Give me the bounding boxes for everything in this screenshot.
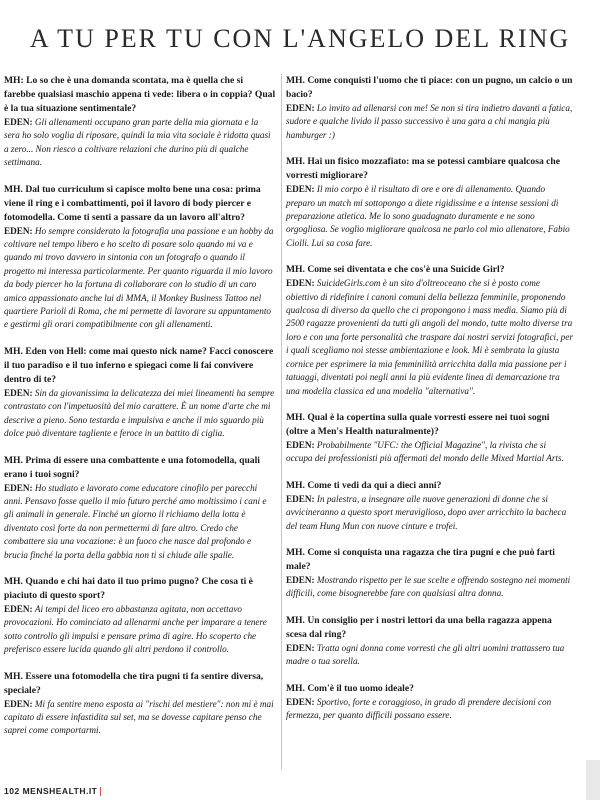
speaker-label: EDEN: [286, 184, 315, 195]
article-title: A TU PER TU CON L'ANGELO DEL RING [29, 24, 571, 53]
qa-block [286, 155, 574, 250]
question: MH. Come ti vedi da qui a dieci anni? [286, 479, 442, 491]
page-edge-shadow [586, 760, 600, 800]
answer [286, 102, 574, 142]
question: MH. Com'è il tuo uomo ideale? [286, 682, 414, 694]
question: MH. Come conquisti l'uomo che ti piace: con un pugno, un calcio o un bacio? [286, 75, 573, 100]
answer-text: Gli allenamenti occupano gran parte della mia giornata e la sera ho solo voglia di riposare, quindi la mia vita sociale è ridotta quasi a zero... Non riesco a coltivare relazioni che durino più di qualche settimana. [4, 117, 271, 168]
answer [4, 116, 276, 170]
question: MH: Lo so che è una domanda scontata, ma è quella che si farebbe qualsiasi maschio appena ti vede: libera o in coppia? Qual è la tua situazione sentimentale? [4, 75, 276, 114]
question: MH. Prima di essere una combattente e una fotomodella, quali erano i tuoi sogni? [4, 454, 260, 480]
qa-block [286, 74, 574, 142]
answer-text: Mostrando rispetto per le sue scelte e offrendo sostegno nei momenti difficili, come bisognerebbe fare con qualsiasi altra donna. [286, 574, 571, 599]
answer-text: Sportivo, forte e coraggioso, in grado di prendere decisioni con fermezza, per quanto difficili possano essere. [286, 696, 552, 720]
qa-block [286, 479, 574, 533]
speaker-label: EDEN: [4, 603, 33, 614]
answer-text: Il mio corpo è il risultato di ore e ore di allenamento. Quando preparo un match mi sottopongo a diete rigidissime e a intense sessioni di preparazione atletica. Me lo sono guadagnato duramente e ne sono orgogliosa. Se voglio migliorare qualcosa ne parlo col mio allenatore, Fabio Ciolli. Lui sa cosa fare. [286, 184, 570, 248]
speaker-label: EDEN: [4, 117, 33, 127]
left-column [4, 74, 276, 751]
answer [286, 277, 574, 398]
answer-text: Probabilmente "UFC: the Official Magazine", la rivista che si occupa dei professionisti più affermati del mondo delle Mixed Martial Arts. [286, 439, 564, 464]
question: MH. Hai un fisico mozzafiato: ma se potessi cambiare qualcosa che vorresti migliorare? [286, 156, 561, 182]
speaker-label: EDEN: [286, 439, 315, 450]
speaker-label: EDEN: [286, 642, 315, 653]
qa-block [4, 454, 276, 562]
question: MH. Essere una fotomodella che tira pugni ti fa sentire diversa, speciale? [4, 670, 264, 696]
answer [4, 387, 276, 441]
speaker-label: EDEN: [4, 225, 33, 236]
question: MH. Quando e chi hai dato il tuo primo pugno? Che cosa ti è piaciuto di questo sport? [4, 575, 253, 601]
answer-text: Tratta ogni donna come vorresti che gli altri uomini trattassero tua madre o tua sorella. [286, 642, 565, 667]
question: MH. Dal tuo curriculum si capisce molto bene una cosa: prima viene il ring e i combattimenti, poi il lavoro di body piercer e fotomodella. Come ti senti a passare da un lavoro all'altro? [4, 183, 261, 223]
speaker-label: EDEN: [286, 103, 315, 113]
speaker-label: EDEN: [286, 574, 315, 585]
answer [286, 696, 574, 723]
answer-text: Sin da giovanissima la delicatezza dei miei lineamenti ha sempre contrastato con l'impetuosità del mio carattere. È un nome d'arte che mi descrive a pieno. Sono testarda e impulsiva e anche il mio sguardo più dolce può diventare tagliente e feroce in un battito di ciglia. [4, 387, 275, 439]
site-name: MENSHEALTH.IT [22, 786, 98, 796]
qa-block [4, 670, 276, 738]
page-number: 102 [4, 786, 20, 796]
qa-block [286, 614, 574, 669]
question: MH. Eden von Hell: come mai questo nick name? Facci conoscere il tuo paradiso e il tuo inferno e spiegaci come li fai convivere dentro di te? [4, 345, 274, 385]
answer-text: Ai tempi del liceo ero abbastanza agitata, non accettavo provocazioni. Ho cominciato ad allenarmi anche per imparare a tenere sotto controllo gli impulsi e pensare prima di agire. Ho scoperto che preferisco essere lucida quando gli altri perdono il controllo. [4, 603, 267, 655]
qa-block [286, 546, 574, 601]
answer [4, 225, 276, 332]
answer [286, 493, 574, 533]
right-column [286, 74, 574, 735]
speaker-label: EDEN: [4, 387, 33, 398]
answer [286, 642, 574, 669]
qa-block [286, 263, 574, 398]
speaker-label: EDEN: [4, 482, 33, 493]
answer-text: In palestra, a insegnare alle nuove generazioni di donne che si avvicineranno a questo sport meraviglioso, dopo aver arricchito la bacheca del team Hung Mun con nuove cinture e trofei. [286, 493, 567, 531]
question: MH. Qual è la copertina sulla quale vorresti essere nei tuoi sogni (oltre a Men's Health naturalmente)? [286, 411, 550, 437]
column-divider [281, 74, 282, 770]
answer [286, 183, 574, 250]
speaker-label: EDEN: [286, 278, 315, 289]
qa-block [4, 345, 276, 441]
answer [286, 574, 574, 601]
question: MH. Un consiglio per i nostri lettori da una bella ragazza appena scesa dal ring? [286, 614, 552, 640]
answer-text: Ho sempre considerato la fotografia una passione e un hobby da coltivare nel tempo libero e ho scelto di posare solo quando mi va e quando mi trovo davvero in sintonia con un fotografo o quando il progetto mi interessa particolarmente. Per quanto riguarda il mio lavoro da body piercer ho la fortuna di collaborare con lo studio di un caro amico appassionato anche lui di MMA, il Monkey Business Tattoo nel quartiere Parioli di Roma, che mi permette di lavorare su appuntamento e gestirmi gli orari compatibilmente con gli allenamenti. [4, 225, 274, 330]
answer-text: Ho studiato e lavorato come educatore cinofilo per parecchi anni. Pensavo fosse quello il mio futuro perché amo moltissimo i cani e gli animali in generale. Finché un giorno il richiamo della lotta è diventato così forte da non permettermi di fare altro. Credo che combattere sia una vocazione: è un fuoco che nasce dal profondo e brucia finché la porta della gabbia non ti si chiude alle spalle. [4, 482, 267, 560]
speaker-label: EDEN: [4, 698, 33, 709]
answer-text: Lo invito ad allenarsi con me! Se non si tira indietro davanti a fatica, sudore e qualche livido il passo successivo è una gara a chi mangia più hamburger :) [286, 103, 573, 140]
question: MH. Come si conquista una ragazza che tira pugni e che può farti male? [286, 546, 555, 572]
page-footer [4, 786, 101, 796]
footer-accent-bar [100, 787, 101, 796]
answer [286, 439, 574, 466]
answer-text: Mi fa sentire meno esposta ai "rischi del mestiere": non mi è mai capitato di essere infastidita sul set, ma se dovesse capitare penso che saprei come comportarmi. [4, 698, 274, 736]
qa-block [4, 575, 276, 657]
qa-block [4, 74, 276, 170]
qa-block [286, 682, 574, 723]
answer [4, 603, 276, 657]
answer-text: SuicideGirls.com è un sito d'oltreoceano che si è posto come obiettivo di ridefinire i canoni comuni della bellezza femminile, proponendo qualcosa di diverso da quello che ci propongono i mass media. Siamo più di 2500 ragazze provenienti da tutti gli angoli del mondo, tutte molto diverse tra loro e con una forte personalità che traspare dai nostri servizi fotografici, per i quali scegliamo noi stesse ambientazione e look. Mi è sembrata la giusta cornice per esprimere la mia femminilità arricchita dalla mia passione per i tatuaggi, diventati poi negli anni la più evidente linea di demarcazione tra una modella classica ed una modella "alternativa". [286, 278, 573, 396]
answer [4, 482, 276, 562]
qa-block [4, 183, 276, 332]
answer [4, 698, 276, 738]
speaker-label: EDEN: [286, 696, 315, 707]
qa-block [286, 411, 574, 466]
question: MH. Come sei diventata e che cos'è una Suicide Girl? [286, 264, 505, 276]
speaker-label: EDEN: [286, 493, 315, 504]
